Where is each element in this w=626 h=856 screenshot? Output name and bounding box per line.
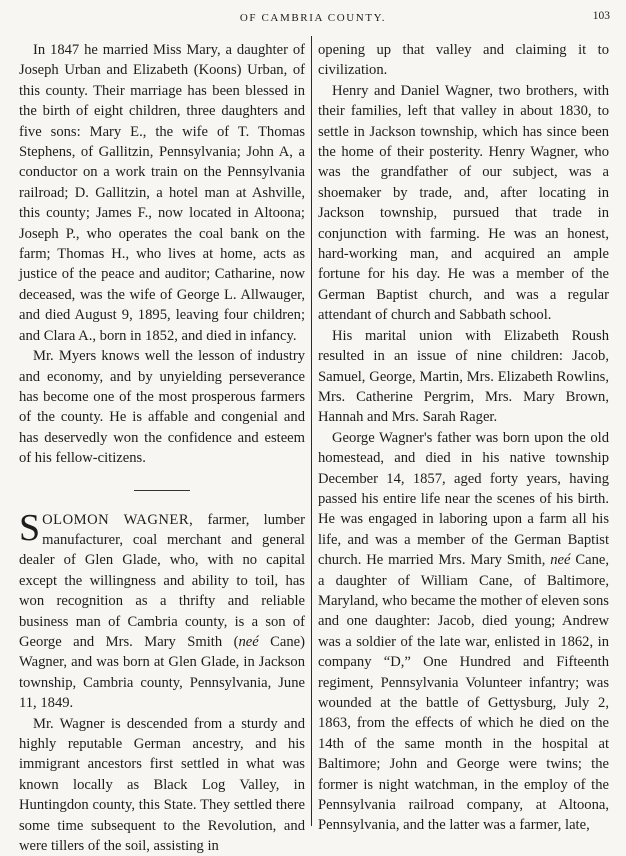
paragraph-brothers: Henry and Daniel Wagner, two brothers, with their families, left that valley in about 1830, to settle in Jackson township, which has since been the home of their posterity. Henry Wagner, who was the grandfather of our subject, was a shoemaker by trade, and, after locating in Jackson township, pursued that trade in conjunction with farming. He was an honest, hard-working man, and acquired an ample fortune for his day. He was a member of the German Baptist church, and was a regular attendant of church and Sabbath school. xyxy=(318,82,609,324)
bio-name: OLOMON WAGNER, xyxy=(42,511,194,528)
paragraph-continuation: opening up that valley and claiming it to civilization. xyxy=(318,42,609,79)
father-text-1: George Wagner's father was born upon the old homestead, and died in his native township December 14, 1857, aged forty years, having passed his entire life near the scenes of his birth. He was engaged in laboring upon a farm all his life, and was a member of the German Baptist church. He married Mrs. Mary Smith, xyxy=(318,429,609,569)
bio-intro xyxy=(19,506,305,714)
page-number: 103 xyxy=(592,10,610,22)
paragraph-marriage: In 1847 he married Miss Mary, a daughter of Joseph Urban and Elizabeth (Koons) Urban, of this county. Their marriage has been blessed in the birth of eight children, three daughters and five sons: Mary E., the wife of T. Thomas Stephens, of Gallitzin, Pennsylvania; John A, a conductor on a work train on the Pennsylvania railroad; D. Gallitzin, a hotel man at Ashville, this county; James F., now located in Altoona; Joseph P., who operates the coal bank on the farm; Thomas H., who lives at home, acts as justice of the peace and auditor; Catharine, now deceased, was the wife of George L. Allwauger, and died August 9, 1895, leaving four children; and Clara A., born in 1852, and died in infancy. xyxy=(19,42,305,344)
father-nee: neé xyxy=(550,552,571,569)
right-column xyxy=(318,40,609,836)
paragraph-character: Mr. Myers knows well the lesson of industry and economy, and by unyielding perseverance has become one of the most prosperous farmers of the county. He is affable and congenial and has deservedly won the confidence and esteem of his fellow-citizens. xyxy=(19,348,305,467)
section-separator xyxy=(134,490,190,491)
paragraph-ancestry: Mr. Wagner is descended from a sturdy and highly reputable German ancestry, and his immigrant ancestors first settled in what was known locally as Black Log Valley, in Huntingdon county, this State. They settled there some time subsequent to the Revolution, and were tillers of the soil, assisting in xyxy=(19,715,305,855)
bio-nee: neé xyxy=(238,633,259,650)
drop-cap: S xyxy=(19,506,41,549)
running-head: OF CAMBRIA COUNTY. xyxy=(239,12,387,24)
paragraph-marital-union: His marital union with Elizabeth Roush resulted in an issue of nine children: Jacob, Samuel, George, Martin, Mrs. Elizabeth Rowlins, Mrs. Catherine Pergrim, Mrs. Mary Brown, Hannah and Mrs. Sarah Rager. xyxy=(318,327,609,426)
paragraph-father xyxy=(318,428,609,836)
left-column xyxy=(19,40,305,856)
bio-intro-text-2: Cane) Wagner, and was born at Glen Glade, in Jackson township, Cambria county, Pennsylvania, June 11, 1849. xyxy=(19,633,305,712)
father-text-2: Cane, a daughter of William Cane, of Baltimore, Maryland, who became the mother of eleven sons and one daughter: Jacob, died young; Andrew was a soldier of the late war, enlisted in 1862, in company “D,” One Hundred and Fifteenth regiment, Pennsylvania Volunteer infantry; was wounded at the battle of Gettysburg, July 2, 1863, from the effects of which he died on the 14th of the same month in the hospital at Baltimore; John and George were twins; the former is night watchman, in the employ of the Pennsylvania railroad company, at Altoona, Pennsylvania, and the latter was a farmer, late, xyxy=(318,552,609,834)
page-header xyxy=(0,8,626,30)
column-divider xyxy=(311,36,312,826)
bio-intro-text-1: farmer, lumber manufacturer, coal merchant and general dealer of Glen Glade, who, with no capital except the willingness and ability to toil, has won recognition as a thrifty and reliable business man of Cambria county, is a son of George and Mrs. Mary Smith ( xyxy=(19,511,305,650)
